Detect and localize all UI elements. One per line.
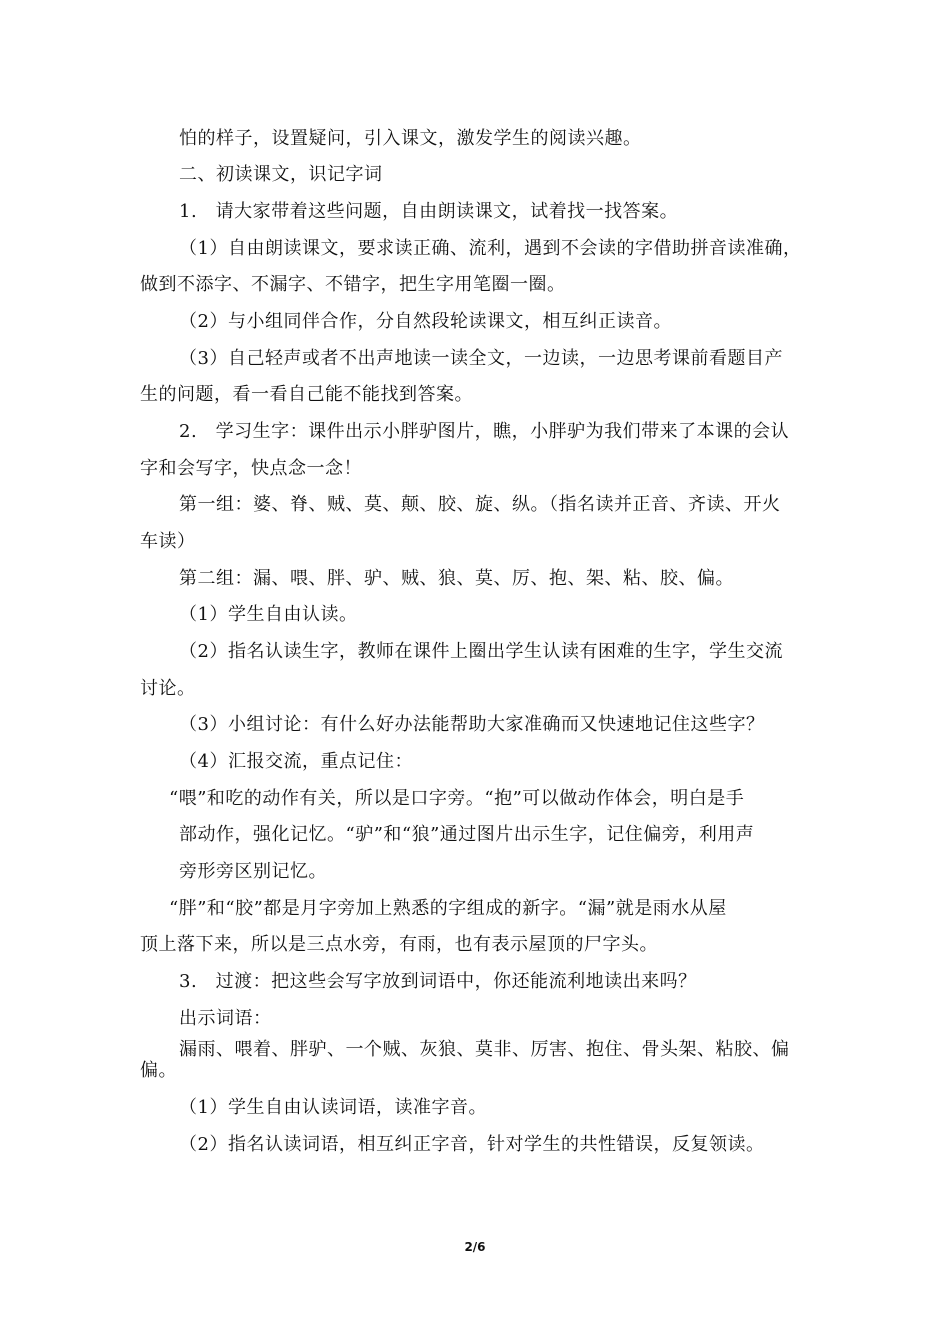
- paragraph-line: （2）指名认读词语，相互纠正字音，针对学生的共性错误，反复领读。: [179, 1134, 765, 1155]
- paragraph-line: 出示词语：: [179, 1008, 272, 1029]
- paragraph-line: （1）自由朗读课文，要求读正确、流利，遇到不会读的字借助拼音读准确，: [179, 238, 802, 259]
- paragraph-line: 怕的样子，设置疑问，引入课文，激发学生的阅读兴趣。: [179, 128, 642, 149]
- section-heading: 二、初读课文，识记字词: [179, 164, 383, 185]
- paragraph-line: （3）小组讨论：有什么好办法能帮助大家准确而又快速地记住这些字？: [179, 714, 765, 735]
- paragraph-line: 偏。: [140, 1060, 177, 1081]
- paragraph-line: 第一组：婆、脊、贼、莫、颠、胶、旋、纵。（指名读并正音、齐读、开火: [179, 494, 781, 515]
- paragraph-line: 第二组：漏、喂、胖、驴、贼、狼、莫、厉、抱、架、粘、胶、偏。: [179, 568, 734, 589]
- paragraph-line: 旁形旁区别记忆。: [179, 861, 327, 882]
- paragraph-line: 2. 学习生字：课件出示小胖驴图片，瞧，小胖驴为我们带来了本课的会认: [179, 421, 790, 442]
- paragraph-line: （4）汇报交流，重点记住：: [179, 751, 413, 772]
- paragraph-line: （2）指名认读生字，教师在课件上圈出学生认读有困难的生字，学生交流: [179, 641, 783, 662]
- paragraph-line: 1. 请大家带着这些问题，自由朗读课文，试着找一找答案。: [179, 201, 679, 222]
- paragraph-line: 漏雨、喂着、胖驴、一个贼、灰狼、莫非、厉害、抱住、骨头架、粘胶、偏: [179, 1039, 790, 1060]
- paragraph-line: 顶上落下来，所以是三点水旁，有雨，也有表示屋顶的尸字头。: [140, 934, 658, 955]
- paragraph-line: “胖”和“胶”都是月字旁加上熟悉的字组成的新字。“漏”就是雨水从屋: [169, 898, 727, 919]
- paragraph-line: 3. 过渡：把这些会写字放到词语中，你还能流利地读出来吗？: [179, 971, 697, 992]
- paragraph-line: （2）与小组同伴合作，分自然段轮读课文，相互纠正读音。: [179, 311, 672, 332]
- page-number: 2/6: [464, 1240, 486, 1254]
- paragraph-line: （3）自己轻声或者不出声地读一读全文，一边读，一边思考课前看题目产: [179, 348, 783, 369]
- paragraph-line: （1）学生自由认读词语，读准字音。: [179, 1097, 487, 1118]
- paragraph-line: 车读）: [140, 531, 196, 552]
- paragraph-line: 生的问题，看一看自己能不能找到答案。: [140, 384, 473, 405]
- paragraph-line: 部动作，强化记忆。“驴”和“狼”通过图片出示生字，记住偏旁，利用声: [179, 824, 755, 845]
- paragraph-line: 字和会写字，快点念一念！: [140, 458, 362, 479]
- paragraph-line: （1）学生自由认读。: [179, 604, 358, 625]
- paragraph-line: “喂”和吃的动作有关，所以是口字旁。“抱”可以做动作体会，明白是手: [169, 788, 745, 809]
- paragraph-line: 做到不添字、不漏字、不错字，把生字用笔圈一圈。: [140, 274, 566, 295]
- paragraph-line: 讨论。: [140, 678, 196, 699]
